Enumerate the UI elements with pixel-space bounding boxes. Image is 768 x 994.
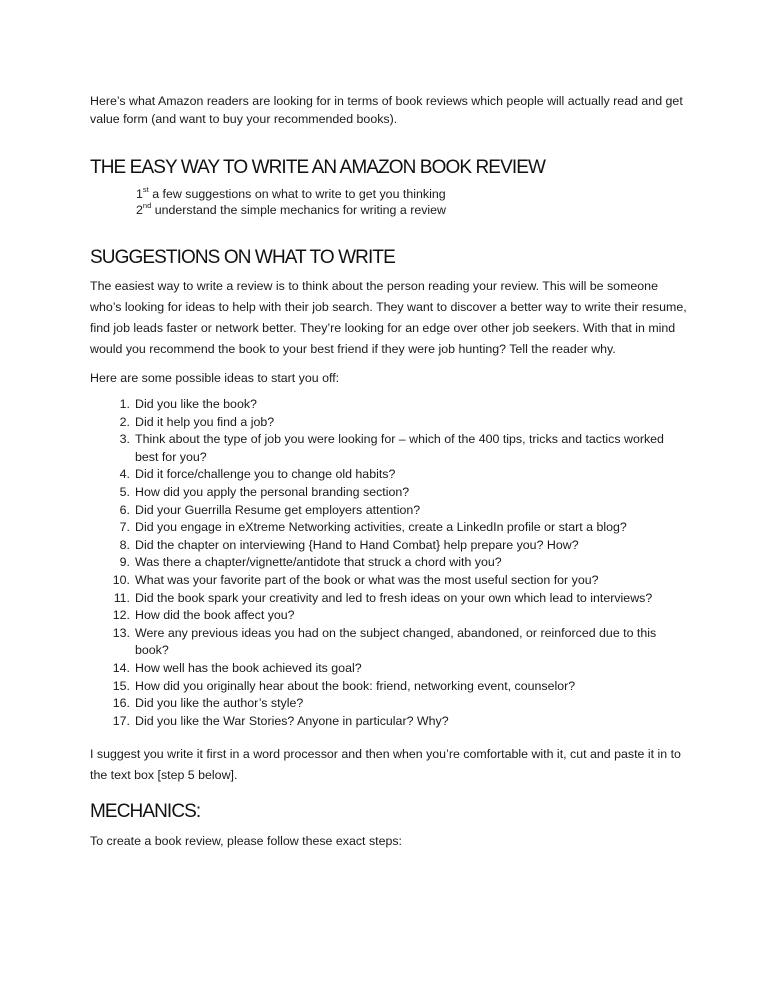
step-number: 1 bbox=[136, 187, 143, 201]
idea-item bbox=[90, 678, 690, 696]
idea-text: Were any previous ideas you had on the subject changed, abandoned, or reinforced due to this book? bbox=[135, 625, 657, 658]
idea-item bbox=[90, 484, 690, 502]
idea-number: 6. bbox=[119, 502, 130, 517]
idea-text: How did the book affect you? bbox=[135, 608, 295, 623]
idea-item bbox=[90, 519, 690, 537]
ideas-list bbox=[90, 396, 690, 730]
idea-item bbox=[90, 713, 690, 731]
idea-number: 11. bbox=[113, 590, 130, 605]
document-page bbox=[90, 92, 690, 850]
step-ordinal: nd bbox=[142, 200, 152, 210]
idea-item bbox=[90, 607, 690, 625]
steps-list bbox=[136, 186, 690, 218]
idea-item bbox=[90, 396, 690, 414]
heading-mechanics: MECHANICS: bbox=[90, 801, 201, 823]
idea-item bbox=[90, 554, 690, 572]
idea-text: Was there a chapter/vignette/antidote that struck a chord with you? bbox=[135, 555, 502, 570]
idea-number: 1. bbox=[119, 397, 130, 411]
idea-text: Did you like the author’s style? bbox=[135, 696, 304, 711]
closing-paragraph: I suggest you write it first in a word processor and then when you’re comfortable with it, cut and paste it in to the text box [step 5 below]. bbox=[90, 747, 681, 783]
idea-item bbox=[90, 625, 690, 660]
idea-text: Did you like the War Stories? Anyone in particular? Why? bbox=[135, 713, 449, 728]
idea-item bbox=[90, 572, 690, 590]
idea-item bbox=[90, 590, 690, 608]
idea-text: Did the book spark your creativity and led to fresh ideas on your own which lead to interviews? bbox=[135, 590, 653, 605]
idea-item bbox=[90, 502, 690, 520]
idea-item bbox=[90, 537, 690, 555]
idea-number: 9. bbox=[119, 555, 130, 570]
idea-number: 2. bbox=[119, 414, 130, 429]
idea-text: What was your favorite part of the book or what was the most useful section for you? bbox=[135, 572, 599, 587]
idea-text: Did your Guerrilla Resume get employers attention? bbox=[135, 502, 421, 517]
mechanics-paragraph: To create a book review, please follow these exact steps: bbox=[90, 834, 403, 849]
idea-text: Did you like the book? bbox=[135, 397, 257, 411]
step-item bbox=[136, 186, 690, 202]
idea-number: 12. bbox=[112, 608, 130, 623]
heading-suggestions: SUGGESTIONS ON WHAT TO WRITE bbox=[90, 247, 395, 268]
step-text: understand the simple mechanics for writing a review bbox=[151, 203, 447, 217]
idea-item bbox=[90, 695, 690, 713]
idea-number: 15. bbox=[112, 678, 130, 693]
idea-text: Did it force/challenge you to change old habits? bbox=[135, 467, 396, 482]
idea-item bbox=[90, 431, 690, 466]
idea-number: 7. bbox=[119, 520, 130, 535]
idea-number: 10. bbox=[112, 572, 130, 587]
idea-item bbox=[90, 660, 690, 678]
idea-item bbox=[90, 466, 690, 484]
idea-number: 17. bbox=[112, 713, 130, 728]
idea-text: How did you apply the personal branding section? bbox=[135, 484, 410, 499]
idea-text: Think about the type of job you were looking for – which of the 400 tips, tricks and tactics worked best for you? bbox=[135, 432, 664, 464]
idea-number: 16. bbox=[112, 696, 130, 711]
idea-text: How did you originally hear about the book: friend, networking event, counselor? bbox=[135, 678, 576, 693]
idea-text: Did the chapter on interviewing {Hand to Hand Combat} help prepare you? How? bbox=[135, 537, 579, 552]
step-number: 2 bbox=[136, 203, 143, 217]
idea-number: 13. bbox=[112, 625, 130, 640]
idea-number: 14. bbox=[112, 660, 130, 675]
step-text: a few suggestions on what to write to get you thinking bbox=[148, 187, 446, 201]
idea-number: 3. bbox=[119, 432, 130, 447]
idea-text: Did you engage in eXtreme Networking activities, create a LinkedIn profile or start a blog? bbox=[135, 520, 627, 535]
heading-easy-way: THE EASY WAY TO WRITE AN AMAZON BOOK REVIEW bbox=[90, 157, 546, 178]
idea-number: 4. bbox=[119, 467, 130, 482]
idea-text: How well has the book achieved its goal? bbox=[135, 660, 362, 675]
idea-item bbox=[90, 414, 690, 432]
step-item bbox=[136, 202, 690, 218]
idea-number: 8. bbox=[119, 537, 130, 552]
suggestions-paragraph: The easiest way to write a review is to think about the person reading your review. This will be someone who’s looking for ideas to help with their job search. They want to discover a better way to write their resume, find job leads faster or network better. They’re looking for an edge over other job seekers. With that in mind would you recommend the book to your best friend if they were job hunting? Tell the reader why. bbox=[90, 279, 687, 356]
step-ordinal: st bbox=[142, 184, 149, 194]
ideas-lead: Here are some possible ideas to start you off: bbox=[90, 371, 340, 385]
idea-text: Did it help you find a job? bbox=[135, 414, 275, 429]
intro-paragraph: Here’s what Amazon readers are looking for in terms of book reviews which people will actually read and get value form (and want to buy your recommended books). bbox=[90, 94, 683, 126]
idea-number: 5. bbox=[119, 484, 130, 499]
